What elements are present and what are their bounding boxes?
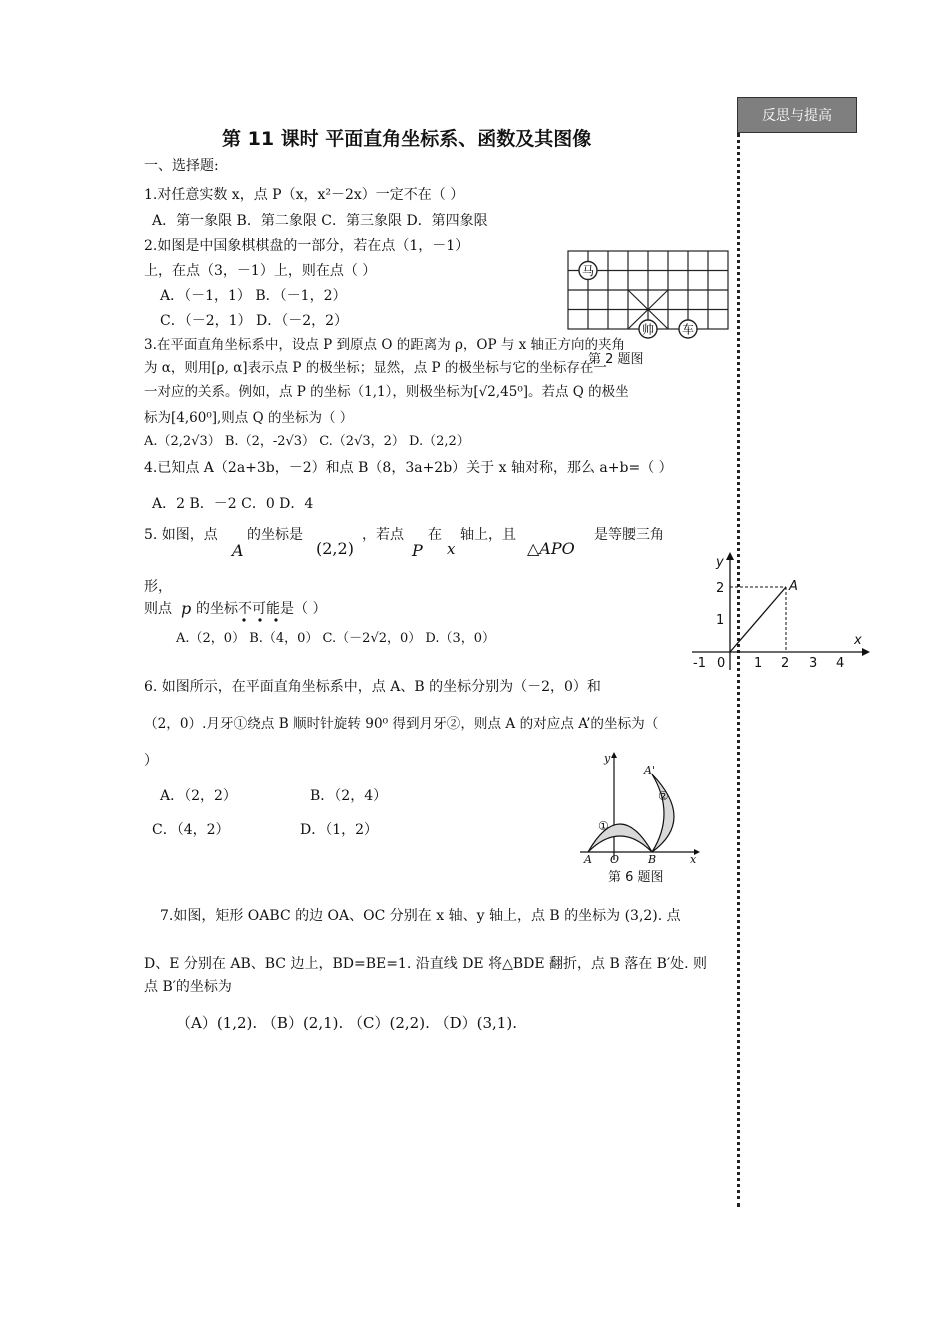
q4-stem: 4.已知点 A（2a+3b，－2）和点 B（8，3a+2b）关于 x 轴对称，那么 a+b=（ ） — [144, 460, 673, 476]
x-tick-2: 2 — [781, 656, 790, 671]
q2-options-ab: A．（－1，1） B．（－1，2） — [160, 288, 347, 304]
q6-line-2: （2，0）.月牙①绕点 B 顺时针旋转 90⁰ 得到月牙②，则点 A 的对应点 A’的坐标为（ — [144, 716, 659, 732]
q5-stem-e: 轴上，且 — [460, 527, 516, 543]
q4-options: A．2 B．－2 C．0 D．4 — [152, 496, 314, 512]
q6-caption: 第 6 题图 — [608, 870, 664, 885]
q5-var-p: P — [412, 541, 423, 560]
fig6-crescent-1-label: ① — [598, 819, 609, 833]
svg-text:车: 车 — [681, 322, 695, 337]
fig6-crescent-2-label: ② — [658, 789, 669, 803]
fig6-a-prime-label: A' — [644, 764, 655, 777]
q3-options: A.（2,2√3） B.（2，-2√3） C.（2√3，2） D.（2,2） — [144, 434, 470, 449]
q5-stem-b: 的坐标是 — [247, 527, 303, 543]
q5-var-x: x — [447, 540, 456, 558]
crescent-figure — [578, 752, 702, 866]
q5-stem-c: ，若点 — [362, 527, 404, 543]
q6-option-d: D．（1，2） — [300, 822, 379, 838]
q5-stem-g: 形， — [144, 579, 172, 595]
q5-coordinate-graph — [690, 552, 870, 672]
q6-line-1: 6. 如图所示，在平面直角坐标系中，点 A、B 的坐标分别为（－2，0）和 — [144, 679, 601, 695]
x-tick-0: 0 — [717, 656, 726, 671]
x-tick-3: 3 — [809, 656, 818, 671]
chess-board-figure — [566, 250, 730, 337]
x-tick-1: 1 — [754, 656, 763, 671]
q3-line-1: 3.在平面直角坐标系中，设点 P 到原点 O 的距离为 ρ，OP 与 x 轴正方向的夹角 — [144, 337, 626, 353]
q5-var-a: A — [232, 541, 244, 560]
fig6-a-label: A — [584, 853, 592, 866]
q2-stem-1: 2.如图是中国象棋棋盘的一部分，若在点（1，－1） — [144, 238, 470, 254]
q2-options-cd: C．（－2，1） D．（－2，2） — [160, 313, 349, 329]
q7-line-1: 7.如图，矩形 OABC 的边 OA、OC 分别在 x 轴、y 轴上，点 B 的坐标为 (3,2). 点 — [160, 908, 681, 924]
page-title: 第 11 课时 平面直角坐标系、函数及其图像 — [222, 128, 592, 150]
section-heading: 一、选择题: — [144, 158, 219, 174]
q5-coord: (2,2) — [316, 539, 354, 558]
q5-triangle: △APO — [527, 539, 575, 558]
q7-line-2: D、E 分别在 AB、BC 边上，BD=BE=1. 沿直线 DE 将△BDE 翻折，点 B 落在 B′处. 则 — [144, 956, 708, 972]
q6-option-b: B．（2，4） — [310, 788, 388, 804]
sidebar-heading: 反思与提高 — [737, 97, 857, 133]
q1-stem: 1.对任意实数 x，点 P（x，x²－2x）一定不在（ ） — [144, 187, 465, 203]
q5-emphasis-dots — [240, 617, 290, 623]
q6-line-3: ） — [144, 753, 158, 769]
q6-option-a: A．（2，2） — [160, 788, 237, 804]
fig6-x-label: x — [690, 853, 697, 866]
y-tick-1: 1 — [716, 613, 725, 628]
fig6-y-label: y — [604, 752, 611, 765]
fig6-b-label: B — [648, 853, 657, 866]
point-a-label: A — [789, 579, 798, 594]
marshal-piece — [639, 320, 657, 338]
svg-text:帅: 帅 — [641, 322, 655, 337]
q5-options: A.（2，0） B.（4，0） C.（－2√2，0） D.（3，0） — [176, 631, 496, 646]
q2-caption: 第 2 题图 — [588, 352, 644, 367]
svg-text:马: 马 — [581, 264, 595, 278]
q5-stem-h: 则点 — [144, 601, 172, 617]
x-tick-neg1: -1 — [693, 656, 706, 671]
q5-stem-i: 的坐标不可能是（ ） — [196, 601, 327, 617]
horse-piece — [579, 262, 597, 280]
x-axis-label: x — [854, 633, 862, 648]
q6-option-c: C．（4，2） — [152, 822, 230, 838]
q5-stem-f: 是等腰三角 — [594, 527, 664, 543]
q7-line-3: 点 B′的坐标为 — [144, 979, 232, 995]
y-tick-2: 2 — [716, 581, 725, 596]
q7-options: （A）(1,2). （B）(2,1). （C）(2,2). （D）(3,1). — [176, 1014, 517, 1032]
q5-var-p2: p — [181, 599, 192, 618]
q3-line-3: 一对应的关系。例如，点 P 的坐标（1,1），则极坐标为[√2,45⁰]。若点 Q 的极坐 — [144, 384, 629, 400]
q5-stem-d: 在 — [428, 527, 442, 543]
q3-line-2: 为 α，则用[ρ, α]表示点 P 的极坐标；显然，点 P 的极坐标与它的坐标存在一 — [144, 360, 607, 376]
x-tick-4: 4 — [836, 656, 845, 671]
fig6-o-label: O — [610, 853, 620, 866]
q5-stem-a: 5. 如图，点 — [144, 527, 218, 543]
y-axis-label: y — [716, 555, 724, 570]
q2-stem-2: 上，在点（3，－1）上，则在点（ ） — [144, 263, 377, 279]
chariot-piece — [679, 320, 697, 338]
q3-line-4: 标为[4,60⁰],则点 Q 的坐标为（ ） — [144, 410, 354, 426]
q1-options: A．第一象限 B．第二象限 C．第三象限 D．第四象限 — [152, 213, 488, 229]
